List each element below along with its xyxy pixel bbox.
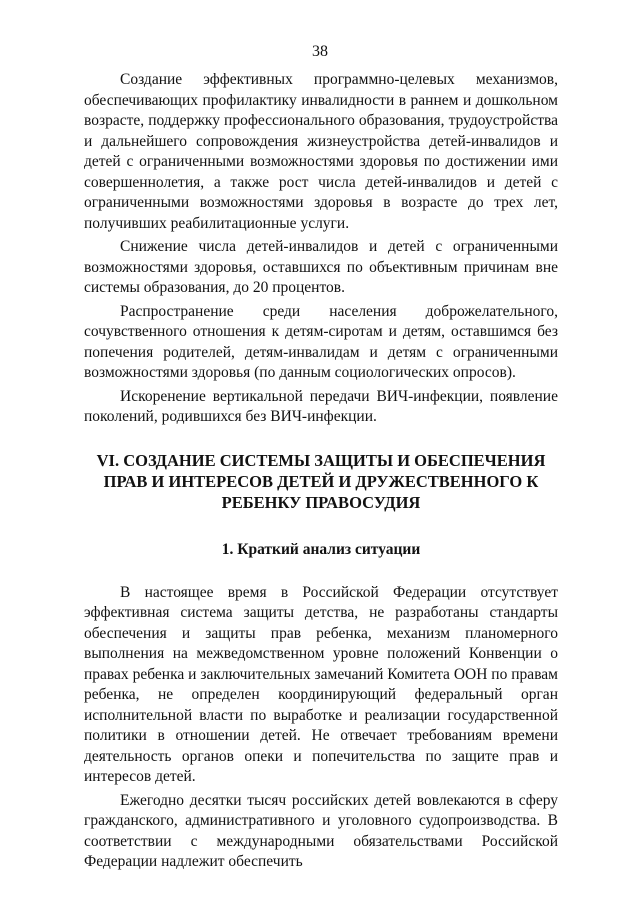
paragraph: Ежегодно десятки тысяч российских детей вовлекаются в сферу гражданского, административного и уголовного судопроизводства. В соответствии с международными обязательствами Российской Федерации надлежит обеспечить <box>84 791 558 870</box>
subsection-title: 1. Краткий анализ ситуации <box>221 540 421 558</box>
paragraph: Создание эффективных программно-целевых механизмов, обеспечивающих профилактику инвалидности в раннем и дошкольном возрасте, поддержку профессионального образования, трудоустройства и дальнейшего сопровождения жизнеустройства детей-инвалидов и детей с ограниченными возможностями здоровья по достижении ими совершеннолетия, а также рост числа детей-инвалидов и детей с ограниченными возможностями здоровья в возрасте до трех лет, получивших реабилитационные услуги. <box>84 71 558 232</box>
section-title: VI. СОЗДАНИЕ СИСТЕМЫ ЗАЩИТЫ И ОБЕСПЕЧЕНИЯ ПРАВ И ИНТЕРЕСОВ ДЕТЕЙ И ДРУЖЕСТВЕННОГО К РЕБЕНКУ ПРАВОСУДИЯ <box>96 450 546 512</box>
paragraph: В настоящее время в Российской Федерации отсутствует эффективная система защиты детства, не разработаны стандарты обеспечения и защиты прав ребенка, механизм планомерного выполнения на межведомственном уровне положений Конвенции о правах ребенка и заключительных замечаний Комитета ООН по правам ребенка, не определен координирующий федеральный орган исполнительной власти по выработке и реализации государственной политики в отношении детей. Не отвечает требованиям времени деятельность органов опеки и попечительства по защите прав и интересов детей. <box>84 583 558 785</box>
page-number: 38 <box>312 43 328 60</box>
paragraph: Снижение числа детей-инвалидов и детей с ограниченными возможностями здоровья, оставшихся по объективным причинам вне системы образования, до 20 процентов. <box>84 238 558 296</box>
document-body <box>84 70 558 873</box>
paragraph: Распространение среди населения доброжелательного, сочувственного отношения к детям-сиротам и детям, оставшимся без попечения родителей, детям-инвалидам и детям с ограниченными возможностями здоровья (по данным социологических опросов). <box>84 302 558 381</box>
paragraph: Искоренение вертикальной передачи ВИЧ-инфекции, появление поколений, родившихся без ВИЧ-инфекции. <box>84 387 558 425</box>
